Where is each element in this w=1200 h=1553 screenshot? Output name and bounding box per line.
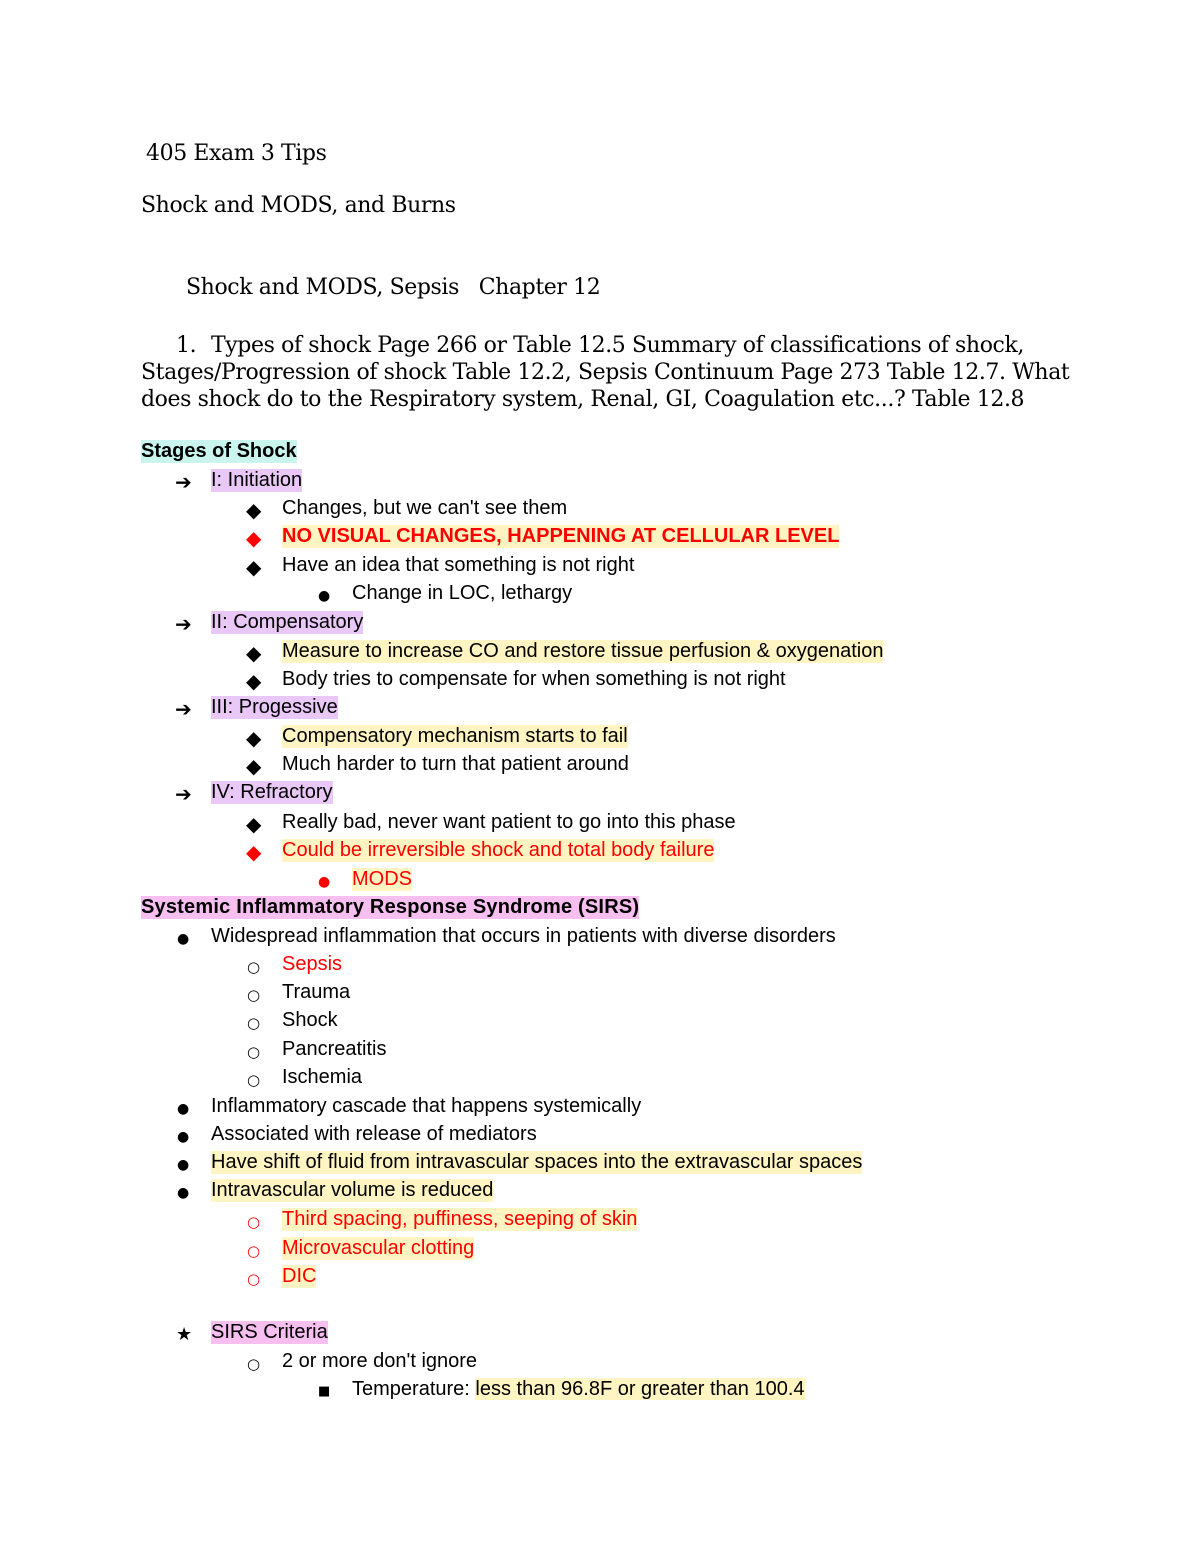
dot-bullet-icon: ● — [177, 1185, 190, 1201]
list-item: MODS — [352, 868, 412, 890]
circle-bullet-icon: ○ — [247, 1242, 261, 1260]
list-item: Widespread inflammation that occurs in patients with diverse disorders — [211, 925, 836, 947]
list-number: 1. — [176, 333, 197, 358]
circle-bullet-icon: ○ — [247, 1071, 261, 1089]
list-item: Have an idea that something is not right — [282, 554, 635, 576]
list-item-temperature — [352, 1378, 805, 1401]
diamond-bullet-icon: ◆ — [246, 555, 262, 579]
document-title: 405 Exam 3 Tips — [146, 141, 327, 166]
list-item: Inflammatory cascade that happens systemically — [211, 1095, 642, 1117]
temperature-value: less than 96.8F or greater than 100.4 — [475, 1378, 805, 1400]
list-item: Intravascular volume is reduced — [211, 1179, 494, 1201]
diamond-bullet-icon: ◆ — [246, 498, 262, 522]
numbered-item-line-3: does shock do to the Respiratory system, Renal, GI, Coagulation etc...? Table 12.8 — [141, 387, 1025, 412]
section-heading: Shock and MODS, Sepsis Chapter 12 — [186, 275, 601, 300]
dot-bullet-icon: ● — [177, 1129, 190, 1145]
dot-bullet-icon: ● — [177, 1101, 190, 1117]
numbered-item-line-2: Stages/Progression of shock Table 12.2, Sepsis Continuum Page 273 Table 12.7. What — [141, 360, 1070, 385]
list-item: Change in LOC, lethargy — [352, 582, 573, 604]
list-item: Much harder to turn that patient around — [282, 753, 629, 775]
right-arrow-icon: ➔ — [175, 612, 192, 636]
circle-bullet-icon: ○ — [247, 1043, 261, 1061]
stage-label-progressive: III: Progessive — [211, 696, 338, 718]
stages-heading: Stages of Shock — [141, 440, 297, 462]
list-item: Compensatory mechanism starts to fail — [282, 725, 628, 747]
temperature-label: Temperature: — [352, 1378, 470, 1400]
circle-bullet-icon: ○ — [247, 1213, 261, 1231]
sirs-criteria-label: SIRS Criteria — [211, 1321, 328, 1343]
dot-bullet-icon: ● — [318, 874, 331, 890]
list-item: Could be irreversible shock and total body failure — [282, 839, 715, 861]
circle-bullet-icon: ○ — [247, 1355, 261, 1373]
dot-bullet-icon: ● — [177, 931, 190, 947]
list-item: Changes, but we can't see them — [282, 497, 568, 519]
list-item: Microvascular clotting — [282, 1237, 475, 1259]
circle-bullet-icon: ○ — [247, 1014, 261, 1032]
right-arrow-icon: ➔ — [175, 470, 192, 494]
list-item: Pancreatitis — [282, 1038, 387, 1060]
star-bullet-icon: ★ — [176, 1324, 193, 1345]
list-item: Associated with release of mediators — [211, 1123, 537, 1145]
diamond-bullet-icon: ◆ — [246, 669, 262, 693]
list-item: Ischemia — [282, 1066, 363, 1088]
list-item: Shock — [282, 1009, 338, 1031]
diamond-bullet-icon: ◆ — [246, 812, 262, 836]
list-item: Measure to increase CO and restore tissue perfusion & oxygenation — [282, 640, 884, 662]
dot-bullet-icon: ● — [318, 588, 331, 604]
dot-bullet-icon: ● — [177, 1157, 190, 1173]
circle-bullet-icon: ○ — [247, 958, 261, 976]
circle-bullet-icon: ○ — [247, 986, 261, 1004]
stage-label-initiation: I: Initiation — [211, 469, 303, 491]
diamond-bullet-icon: ◆ — [246, 754, 262, 778]
list-item: Body tries to compensate for when something is not right — [282, 668, 786, 690]
circle-bullet-icon: ○ — [247, 1270, 261, 1288]
list-item: 2 or more don't ignore — [282, 1350, 478, 1372]
document-subtitle: Shock and MODS, and Burns — [141, 193, 456, 218]
right-arrow-icon: ➔ — [175, 697, 192, 721]
list-item: Sepsis — [282, 953, 343, 975]
square-bullet-icon: ■ — [318, 1384, 331, 1399]
sirs-heading: Systemic Inflammatory Response Syndrome (SIRS) — [141, 896, 640, 918]
list-item: Really bad, never want patient to go into this phase — [282, 811, 736, 833]
stage-label-refractory: IV: Refractory — [211, 781, 333, 803]
diamond-bullet-icon: ◆ — [246, 726, 262, 750]
right-arrow-icon: ➔ — [175, 782, 192, 806]
stage-label-compensatory: II: Compensatory — [211, 611, 364, 633]
list-item-critical: NO VISUAL CHANGES, HAPPENING AT CELLULAR LEVEL — [282, 525, 840, 547]
diamond-bullet-icon: ◆ — [246, 641, 262, 665]
diamond-bullet-icon: ◆ — [246, 840, 262, 864]
list-item: DIC — [282, 1265, 317, 1287]
list-item: Trauma — [282, 981, 351, 1003]
list-item: Have shift of fluid from intravascular spaces into the extravascular spaces — [211, 1151, 863, 1173]
list-item: Third spacing, puffiness, seeping of skin — [282, 1208, 638, 1230]
numbered-item-line-1: Types of shock Page 266 or Table 12.5 Summary of classifications of shock, — [211, 333, 1024, 358]
diamond-bullet-icon: ◆ — [246, 526, 262, 550]
